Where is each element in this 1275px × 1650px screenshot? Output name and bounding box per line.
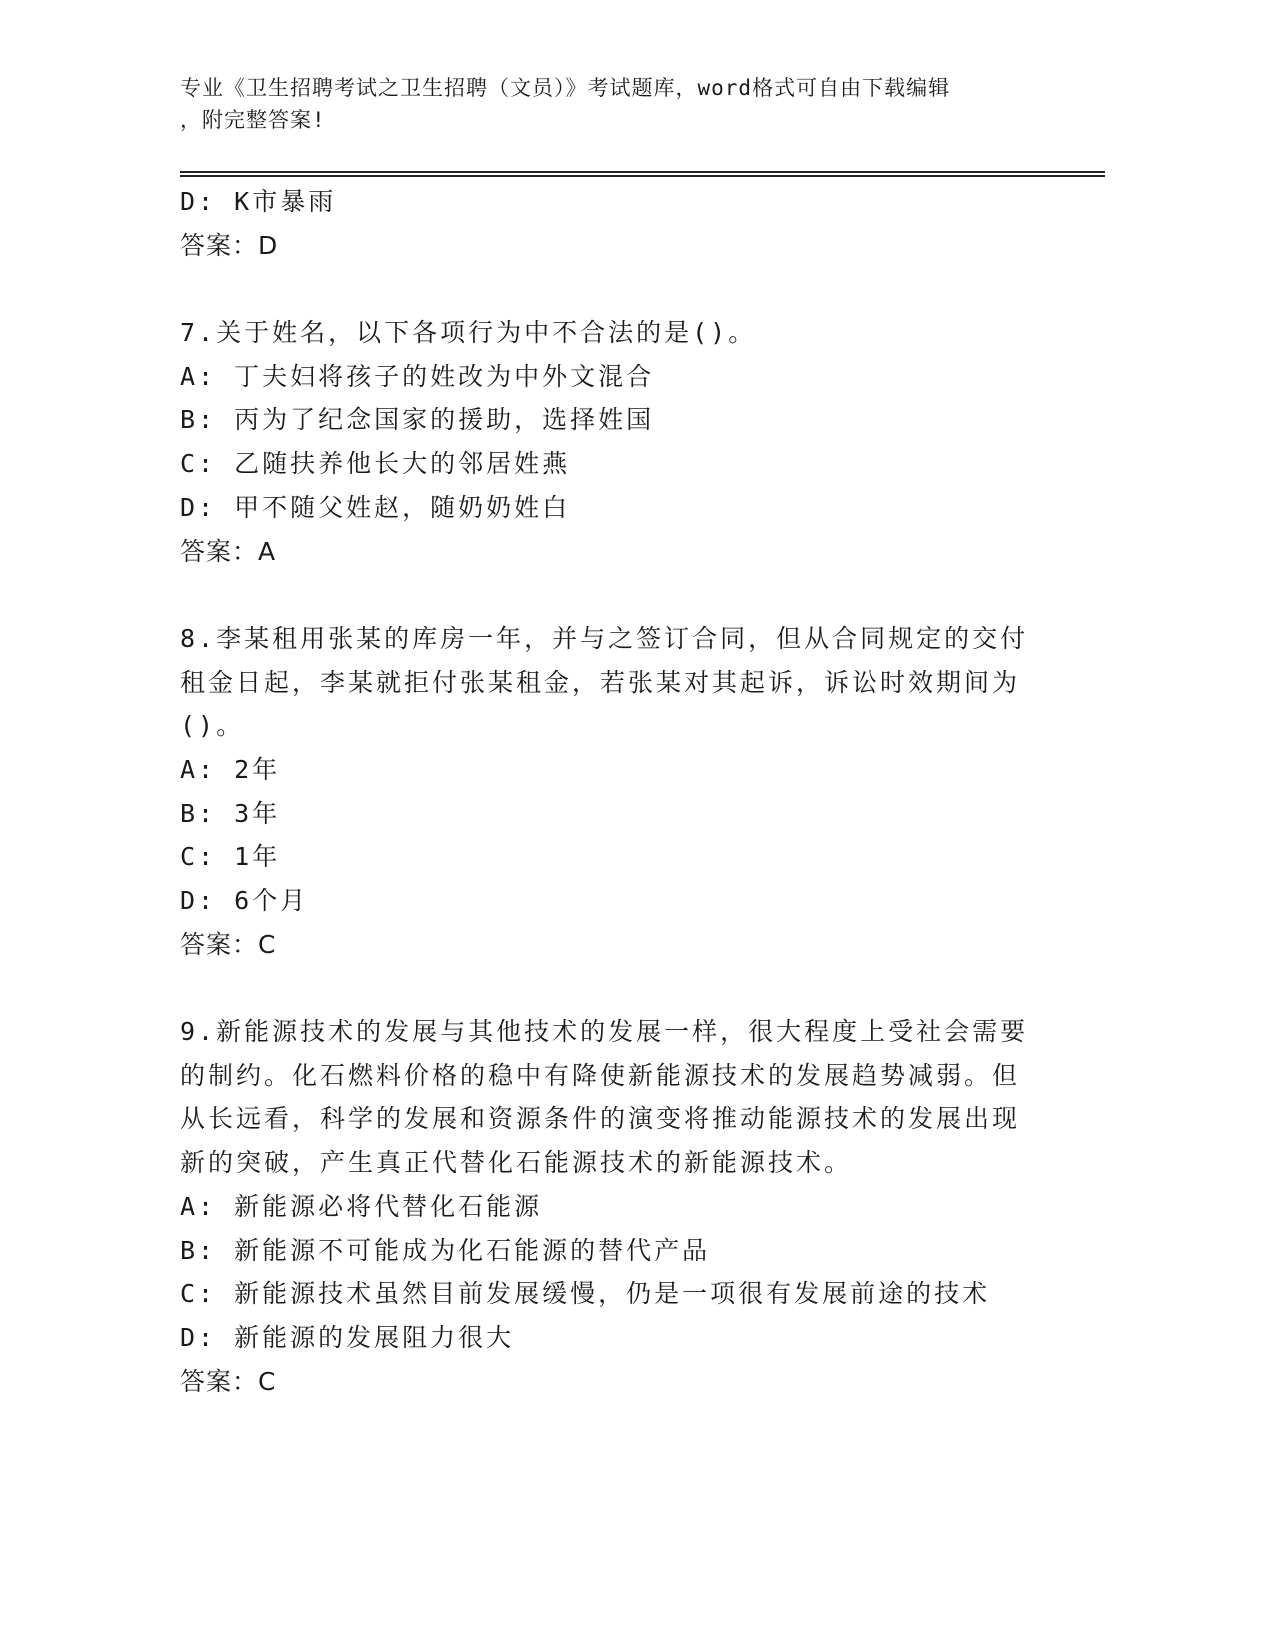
header-rule-bottom <box>180 175 1105 177</box>
question-stem-line: 从长远看，科学的发展和资源条件的演变将推动能源技术的发展出现 <box>180 1104 1021 1134</box>
header-line-1: 专业《卫生招聘考试之卫生招聘（文员）》考试题库，word格式可自由下载编辑 <box>180 76 951 100</box>
option-c: C: 乙随扶养他长大的邻居姓燕 <box>180 449 571 479</box>
answer-line: 答案：A <box>180 536 277 566</box>
option-d: D: 甲不随父姓赵，随奶奶姓白 <box>180 492 571 522</box>
option-a: A: 丁夫妇将孩子的姓改为中外文混合 <box>180 361 655 391</box>
answer-line: 答案：C <box>180 1366 277 1396</box>
spacer <box>180 267 1020 311</box>
question-7 <box>180 311 1020 573</box>
question-stem-line: 9.新能源技术的发展与其他技术的发展一样，很大程度上受社会需要 <box>180 1017 1029 1047</box>
option-d: D: 新能源的发展阻力很大 <box>180 1322 515 1352</box>
answer-line: 答案：C <box>180 929 277 959</box>
header-line-2: ，附完整答案! <box>180 108 326 132</box>
option-c: C: 新能源技术虽然目前发展缓慢，仍是一项很有发展前途的技术 <box>180 1279 991 1309</box>
document-header <box>180 72 1040 136</box>
spacer <box>180 966 1020 1010</box>
question-stem-line: ()。 <box>180 711 245 741</box>
question-8 <box>180 617 1029 967</box>
question-stem-line: 租金日起，李某就拒付张某租金，若张某对其起诉，诉讼时效期间为 <box>180 667 1021 697</box>
carryover-answer: 答案：D <box>180 230 279 260</box>
header-rule-top <box>180 171 1105 173</box>
question-stem-line: 8.李某租用张某的库房一年，并与之签订合同，但从合同规定的交付 <box>180 623 1029 653</box>
question-content <box>180 180 1029 1403</box>
question-stem-line: 新的突破，产生真正代替化石能源技术的新能源技术。 <box>180 1148 853 1178</box>
spacer <box>180 573 1020 617</box>
carryover-option-d: D: K市暴雨 <box>180 187 337 216</box>
question-stem-line: 的制约。化石燃料价格的稳中有降使新能源技术的发展趋势减弱。但 <box>180 1060 1021 1090</box>
option-d: D: 6个月 <box>180 886 309 915</box>
option-a: A: 2年 <box>180 754 281 784</box>
option-b: B: 3年 <box>180 798 281 828</box>
option-a: A: 新能源必将代替化石能源 <box>180 1191 543 1221</box>
option-c: C: 1年 <box>180 842 281 872</box>
question-stem-line: 7.关于姓名，以下各项行为中不合法的是()。 <box>180 318 757 348</box>
option-b: B: 新能源不可能成为化石能源的替代产品 <box>180 1235 711 1265</box>
option-b: B: 丙为了纪念国家的援助，选择姓国 <box>180 405 655 435</box>
question-9 <box>180 1010 1029 1403</box>
